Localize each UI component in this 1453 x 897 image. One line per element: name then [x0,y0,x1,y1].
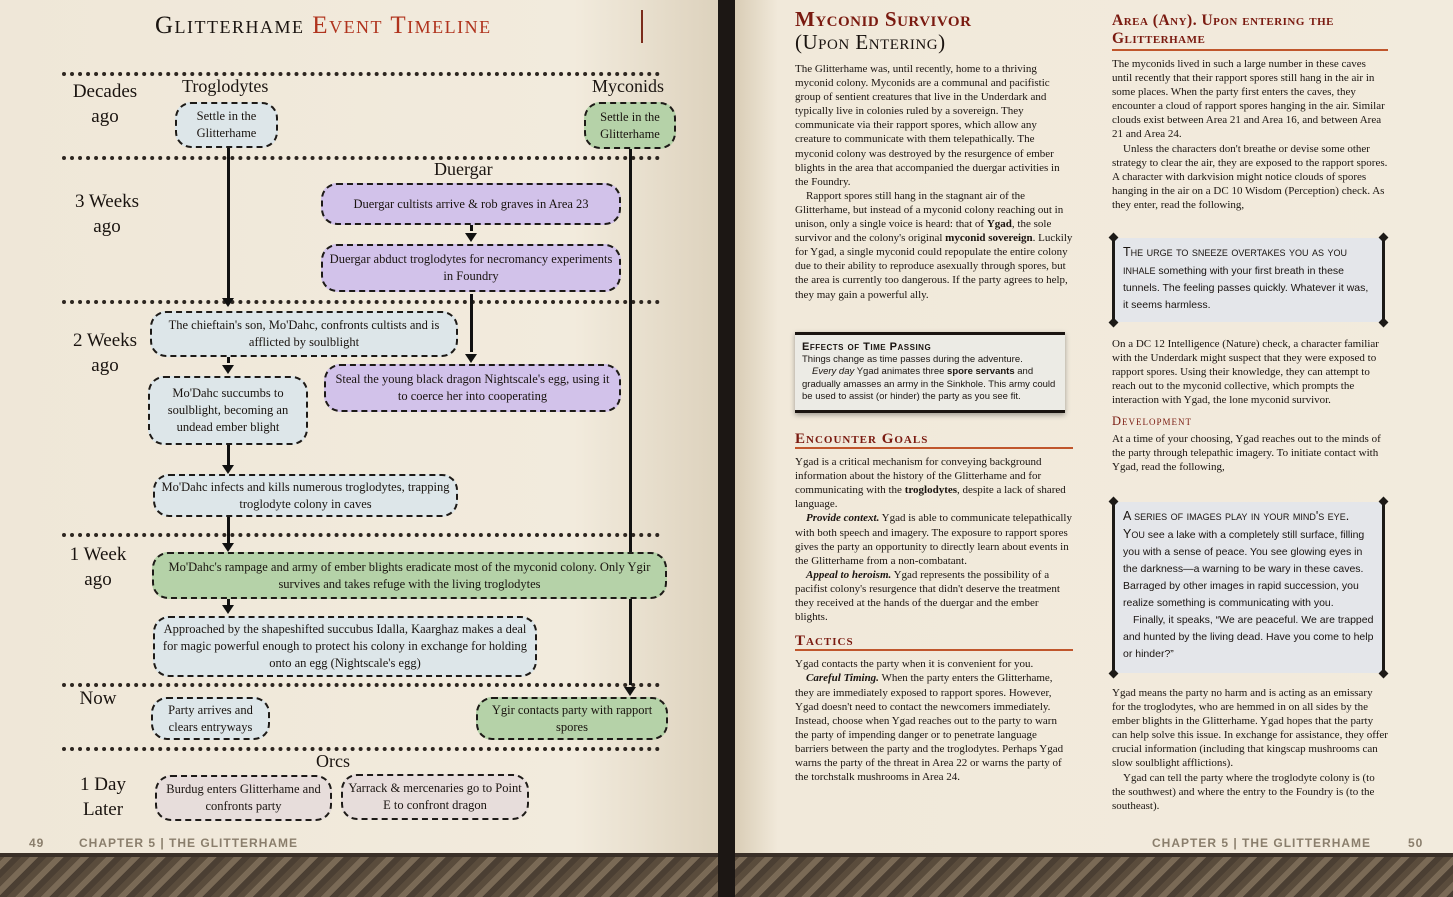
paragraph: Ygad means the party no harm and is acting as an emissary for the troglodytes, who are hemmed in on all sides by the ember blights in the Glitterhame. Ygad hopes that the party can help solve this issue. In exchange for assistance, they offer crucial information (including that kingscap mushrooms can slow soulblight afflictions). [1112,687,1388,770]
era-label: Decades [72,81,138,102]
area-heading: Area (Any). Upon entering the Glitterhame [1112,12,1388,51]
node-ygir-contacts: Ygir contacts party with rapport spores [476,697,668,740]
era-label: ago [91,355,119,376]
arrow-icon [465,354,477,363]
read-aloud-lead: A series of images play in your mind's eye. You [1123,509,1350,541]
era-label: Later [82,799,124,820]
page-number: 49 [29,836,45,850]
paragraph: On a DC 12 Intelligence (Nature) check, a character familiar with the Underdark might suspect that they were exposed to rapport spores. Using their knowledge, they can attempt to reach out to the myconid collective, which prompts the interaction with Ygad, the lone myconid survivor. [1112,338,1379,407]
era-label: 1 Week [69,544,127,565]
connector-line [629,149,632,685]
column-duergar: Duergar [434,159,493,179]
bold-italic-text: Provide context. [806,512,880,525]
bold-italic-text: Careful Timing. [806,672,879,685]
era-1-week-ago [57,542,139,592]
paragraph [795,671,1073,784]
connector-line [227,445,230,465]
paragraph: The Glitterhame was, until recently, home to a thriving myconid colony. Myconids are a communal and pacifistic group of sentient creatures that live in the Underdark and typically live in colonies ruled by a sovereign. They communicate via their rapport spores, which allow any creature to communicate with them telepathically. The myconid colony was destroyed by the resurgence of ember blights in the area that accompanied the duergar activities in the Foundry. [795,63,1060,188]
era-label: ago [93,216,121,237]
read-aloud-text: Finally, it speaks, “We are peaceful. We are trapped and hunted by the living dead. Have you come to help or hinder?” [1123,614,1374,660]
node-party-arrives: Party arrives and clears entryways [151,697,270,740]
paragraph: The myconids lived in such a large number in these caves until recently that their rapport spores still hang in the air in some places. When the party first enters the caves, they encounter a cloud of rapport spores hanging in the air. Similar clouds exist between Area 21 and Area 16, and between Area 21 and Area 24. [1112,58,1385,141]
left-page [0,0,718,897]
right-column-2 [1112,12,1388,212]
era-3-weeks-ago [62,189,152,239]
timeline-title [155,12,492,40]
connector-line [470,225,473,231]
read-aloud-lead: The urge to sneeze overtakes you as you inhale [1123,245,1347,277]
development-heading: Development [1112,414,1193,429]
era-divider [62,683,660,687]
decorative-border [735,853,1453,897]
node-modahc-infects: Mo'Dahc infects and kills numerous troglodytes, trapping troglodyte colony in caves [153,474,458,517]
node-steal-egg: Steal the young black dragon Nightscale's egg, using it to coerce her into cooperating [324,364,621,412]
paragraph [795,455,1073,511]
node-duergar-arrive: Duergar cultists arrive & rob graves in Area 23 [321,183,621,225]
text-run: , the sole survivor and the colony's original [795,218,1052,245]
column-myconids: Myconids [592,76,664,96]
connector-line [470,294,473,352]
bold-italic-text: Appeal to heroism. [806,568,892,581]
arrow-icon [222,298,234,307]
right-column-2-lower [1112,686,1388,813]
connector-line [227,148,230,298]
era-divider [62,300,660,304]
page-number: 50 [1408,836,1424,850]
era-label: ago [91,106,119,127]
connector-line [227,357,230,363]
era-divider [62,747,660,751]
arrow-icon [465,233,477,242]
text-run: and gradually amasses an army in the Sinkhole. This army could be used to assist (or hinder) the party as you see fit. [802,366,1056,402]
text-run: Rapport spores still hang in the stagnant air of the Glitterhame, but instead of a myconid colony reaching out in unison, only a single voice is heard: that of [795,189,1064,231]
arrow-icon [624,687,636,696]
text-run: Ygad is a critical mechanism for conveying background information about the history of the Glitterhame and for communicating with the [795,456,1042,497]
text-run: , despite a lack of shared language. [795,484,1066,511]
connector-line [227,517,230,543]
text-run: Ygad represents the possibility of a pacifist colony's resurgence that didn't deserve the treatment they received at the hands of the duergar and the ember blights. [795,568,1060,624]
arrow-icon [222,605,234,614]
sidebar-text [802,366,1058,404]
era-label: 3 Weeks [74,191,140,212]
right-column-1-lower [795,432,1073,784]
bold-text: troglodytes [904,484,958,497]
text-run: Ygad is able to communicate telepathically with both speech and imagery. The exposure to rapport spores gives the party an opportunity to directly learn about events in the Glitterhame from a non-combatant. [795,512,1072,567]
text-run: Ygad animates three [854,366,948,377]
paragraph: Ygad can tell the party where the troglodyte colony is (to the southwest) and where the entry to the Foundry is (to the southeast). [1112,771,1375,812]
node-succubus: Approached by the shapeshifted succubus Idalla, Kaarghaz makes a deal for magic powerful enough to protect his colony in exchange for holding onto an egg (Nightscale's egg) [153,616,537,677]
node-rampage: Mo'Dahc's rampage and army of ember blights eradicate most of the myconid colony. Only Ygir survives and takes refuge with the living troglodytes [152,552,667,599]
node-yarrack: Yarrack & mercenaries go to Point E to confront dragon [341,774,529,820]
decorative-border [0,853,718,897]
chapter-footer: CHAPTER 5 | THE GLITTERHAME [79,836,299,850]
node-duergar-abduct: Duergar abduct troglodytes for necromancy experiments in Foundry [321,244,621,292]
text-run: see a lake with a completely still surface, filling you with a sense of peace. You see glowing eyes in the darkness—a warning to be wary in these caves. Barraged by other images in rapid succession, you realize something is communicating with you. [1123,529,1365,609]
chapter-footer: CHAPTER 5 | THE GLITTERHAME [1152,836,1372,850]
era-label: 2 Weeks [72,330,138,351]
right-column-2-mid [1112,337,1388,474]
era-label: 1 Day [80,774,126,795]
timeline-title-part1: Glitterhame [155,12,305,39]
paragraph: Ygad contacts the party when it is convenient for you. [795,658,1034,671]
timeline-title-part2: Event Timeline [312,12,492,39]
sidebar-title: Effects of Time Passing [802,341,932,353]
italic-text: Every day [812,366,855,377]
era-2-weeks-ago [60,328,150,378]
era-1-day-later [62,772,144,822]
paragraph [795,511,1073,567]
tactics-heading: Tactics [795,634,1073,651]
era-label: ago [84,569,112,590]
title-rule [641,10,643,43]
era-decades-ago [64,79,146,129]
paragraph [795,189,1073,302]
bold-text: myconid sovereign [945,232,1033,245]
node-myconid-settle: Settle in the Glitterhame [584,102,676,149]
encounter-goals-heading: Encounter Goals [795,432,1073,449]
column-troglodytes: Troglodytes [182,76,269,96]
text-run: . Luckily for Ygad, a single myconid could repopulate the entire colony due to their ability to reproduce asexually through spores, but the area is currently too dangerous. If the party agrees to help, they may gain a powerful ally. [795,232,1073,301]
column-orcs: Orcs [316,751,350,771]
bold-text: Ygad [986,218,1012,231]
paragraph: At a time of your choosing, Ygad reaches out to the minds of the party through telepathic imagery. To initiate contact with Ygad, read the following, [1112,432,1381,473]
node-modahc-succumbs: Mo'Dahc succumbs to soulblight, becoming an undead ember blight [148,376,308,445]
section-heading [795,8,1073,54]
bold-text: spore servants [947,366,1015,377]
era-divider [62,156,660,160]
heading-line: (Upon Entering) [795,30,946,54]
read-aloud-text: something with your first breath in these tunnels. The feeling passes quickly. Whatever it was, it seems harmless. [1123,265,1369,311]
read-aloud-box-1 [1112,238,1385,322]
heading-line: Myconid Survivor [795,7,972,31]
paragraph: Unless the characters don't breathe or devise some other strategy to clear the air, they are exposed to the rapport spores. A character with darkvision might notice clouds of spores hanging in the air on a DC 10 Wisdom (Perception) check. As they enter, read the following, [1112,142,1388,211]
era-divider [62,533,660,537]
arrow-icon [222,365,234,374]
right-page [735,0,1453,897]
book-gutter [718,0,735,897]
node-chieftain-son: The chieftain's son, Mo'Dahc, confronts cultists and is afflicted by soulblight [150,311,458,357]
sidebar-text: Things change as time passes during the adventure. [802,353,1023,365]
node-burdug: Burdug enters Glitterhame and confronts party [155,775,332,821]
time-passing-sidebar [795,332,1065,413]
text-run: When the party enters the Glitterhame, they are immediately exposed to rapport spores. However, Ygad doesn't need to contact the newcomers immediately. Instead, choose when Ygad reaches out to the party to warn the party of impending danger or to penetrate language barriers between the party and the troglodytes. Perhaps Ygad warns the party of the threat in Area 22 or warns the party of the torchstalk mushrooms in Area 24. [795,672,1064,784]
arrow-icon [222,465,234,474]
read-aloud-box-2 [1112,502,1385,673]
arrow-icon [222,543,234,552]
right-column-1 [795,8,1073,302]
read-aloud-text [1123,508,1374,612]
node-trog-settle: Settle in the Glitterhame [175,102,278,148]
era-divider [62,72,660,76]
era-now: Now [79,688,117,709]
paragraph [795,568,1073,624]
